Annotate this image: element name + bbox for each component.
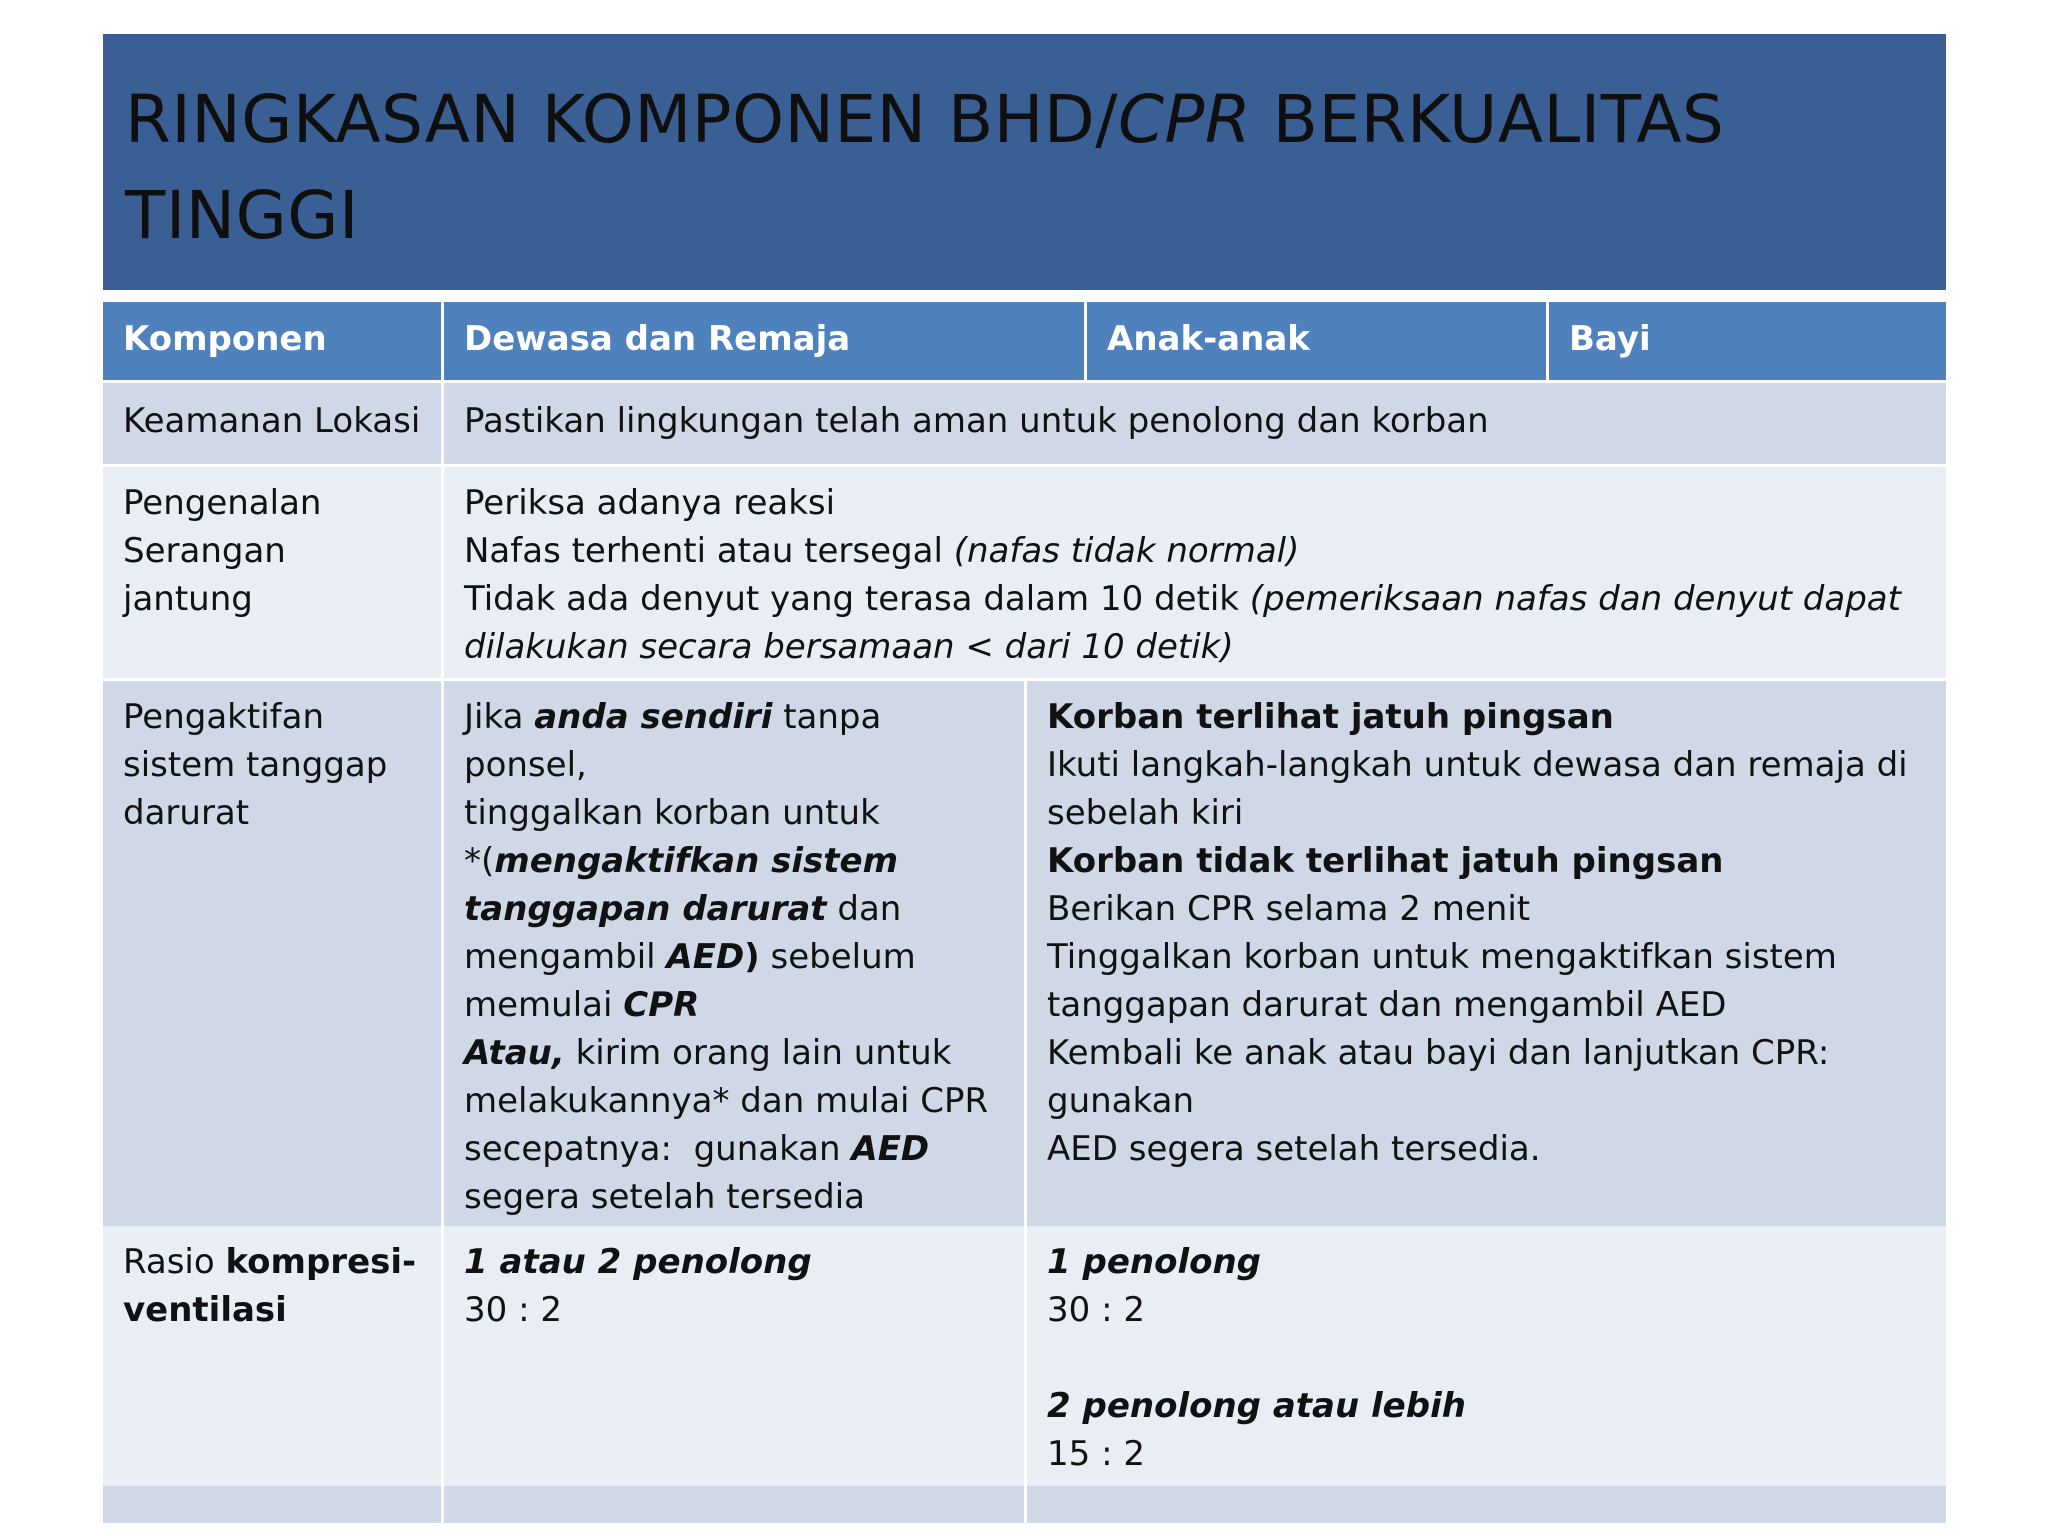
text-span: Jika [464,697,535,737]
header-dewasa [444,302,1084,380]
text-line-bold-italic: 1 atau 2 penolong [464,1242,812,1282]
text-line [464,885,1004,933]
row-rasio-child-infant [1027,1226,1946,1486]
text-span: secepatnya: gunakan [464,1129,852,1169]
row-text: Pastikan lingkungan telah aman untuk penolong dan korban [464,401,1489,441]
text-line-bold-italic: 1 penolong [1047,1242,1262,1282]
text-span-bold: kompresi- [225,1242,417,1282]
text-span-bold: ) [744,937,760,977]
row-keamanan-content [444,383,1946,464]
text-span: Nafas terhenti atau tersegal [464,531,954,571]
text-line: Ikuti langkah-langkah untuk dewasa dan remaja di [1047,745,1908,785]
row-rasio-label [103,1226,441,1486]
text-line [464,981,1004,1029]
text-line-bold: Korban terlihat jatuh pingsan [1047,697,1614,737]
text-line [464,575,1926,623]
title-text-end: BERKUALITAS TINGGI [125,81,1725,254]
text-span-italic: (pemeriksaan nafas dan denyut dapat [1249,579,1901,619]
text-line: segera setelah tersedia [464,1177,865,1217]
title-text: RINGKASAN KOMPONEN BHD/ [125,81,1118,158]
text-span-italic: (nafas tidak normal) [953,531,1300,571]
title-italic-text: CPR [1117,81,1252,158]
text-span: kirim orang lain untuk [564,1033,952,1073]
text-span-bold-italic: AED [851,1129,930,1169]
text-span: tanpa ponsel, [464,697,893,785]
row-label-line [123,1238,421,1286]
header-anak [1087,302,1546,380]
text-span-bold-italic: AED [666,937,745,977]
title-band [103,34,1946,290]
ratio-value: 30 : 2 [1047,1290,1145,1330]
text-line: melakukannya* dan mulai CPR [464,1081,989,1121]
header-label: Komponen [123,319,327,359]
text-line: Tinggalkan korban untuk mengaktifkan sistem [1047,937,1837,977]
row-label-line: sistem tanggap [123,745,388,785]
text-span-bold-italic: CPR [623,985,700,1025]
spacer-line [1047,1334,1926,1382]
row-label: Keamanan Lokasi [123,401,421,441]
text-span: *( [464,841,495,881]
text-span-bold-italic: anda sendiri [534,697,773,737]
text-line [464,933,1004,981]
row-label-line: darurat [123,793,250,833]
text-line [464,837,1004,885]
row-pengenalan-label [103,467,441,678]
header-label: Dewasa dan Remaja [464,319,851,359]
text-line: AED segera setelah tersedia. [1047,1129,1541,1169]
header-bayi [1549,302,1946,380]
cpr-summary-table [103,300,1946,1486]
text-line: Berikan CPR selama 2 menit [1047,889,1531,929]
text-line: tinggalkan korban untuk [464,793,880,833]
text-span: sebelum [759,937,916,977]
text-line [464,693,1004,789]
text-line: Periksa adanya reaksi [464,483,836,523]
text-line-bold: Korban tidak terlihat jatuh pingsan [1047,841,1724,881]
text-span: dan [826,889,902,929]
header-komponen [103,302,441,380]
header-label: Bayi [1569,319,1651,359]
ratio-value: 30 : 2 [464,1290,562,1330]
row-label-line: Serangan jantung [123,531,297,619]
header-label: Anak-anak [1107,319,1310,359]
row-label-line: Pengenalan [123,483,322,523]
slide-title [125,72,1924,264]
row-label-line: Pengaktifan [123,697,324,737]
text-span-bold-italic: mengaktifkan sistem [494,841,899,881]
text-span: memulai [464,985,624,1025]
text-span-bold-italic: tanggapan darurat [464,889,827,929]
text-line: dilakukan secara bersamaan < dari 10 detik) [464,627,1234,667]
text-span: Rasio [123,1242,226,1282]
row-label-line: ventilasi [123,1290,287,1330]
text-line [464,527,1926,575]
text-span-bold-italic: Atau, [464,1033,565,1073]
text-line: sebelah kiri [1047,793,1244,833]
text-line [464,1029,1004,1077]
row-keamanan-label [103,383,441,464]
row-rasio-adult [444,1226,1024,1486]
text-span: Tidak ada denyut yang terasa dalam 10 detik [464,579,1250,619]
ratio-value: 15 : 2 [1047,1434,1145,1474]
text-span: mengambil [464,937,667,977]
text-line: tanggapan darurat dan mengambil AED [1047,985,1727,1025]
text-line-bold-italic: 2 penolong atau lebih [1047,1386,1466,1426]
text-line [464,1125,1004,1173]
row-pengenalan-content [444,467,1946,678]
text-line: Kembali ke anak atau bayi dan lanjutkan CPR: gunakan [1047,1033,1841,1121]
